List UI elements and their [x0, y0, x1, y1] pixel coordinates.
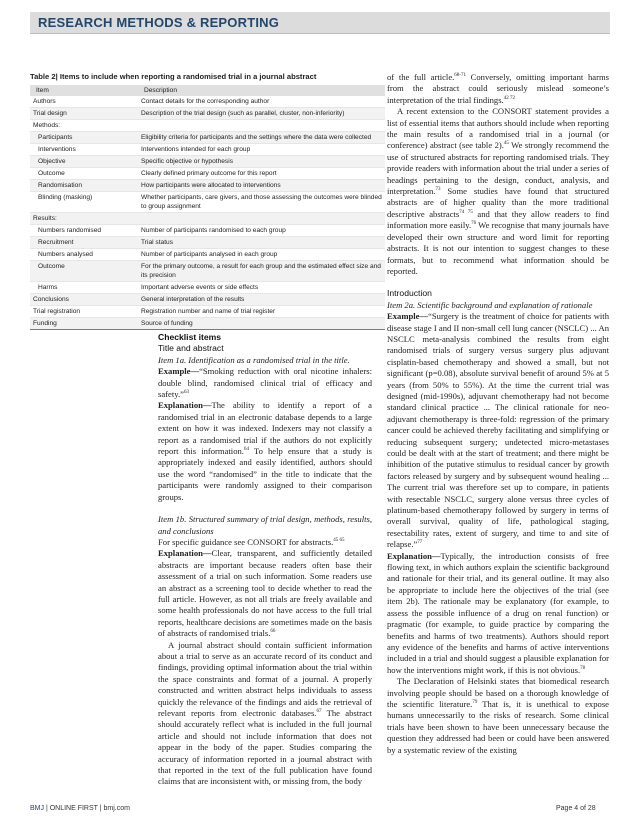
explanation-lead: Explanation—: [158, 548, 212, 559]
reference-marker: 79: [472, 700, 478, 706]
paragraph-text: A recent extension to the CONSORT statement provides a list of essential items that authors should include when reporting the main results of a randomised trial in a journal (or conference) abstract (see table 2).: [387, 106, 609, 151]
table-row: [30, 237, 385, 249]
table-cell-description: Contact details for the corresponding author: [138, 96, 385, 108]
table-row: [30, 261, 385, 282]
table-cell-description: Whether participants, care givers, and those assessing the outcomes were blinded to group assignment: [138, 192, 385, 213]
explanation-text: Clear, transparent, and sufficiently detailed abstracts are important because readers often base their assessment of a trial on such information. Some readers use an abstract as a screening tool to decide whether to read the full article. However, as not all trials are freely available and some health professionals do not have access to the full trial reports, healthcare decisions are sometimes made on the basis of abstracts of randomised trials.: [158, 548, 372, 639]
example-lead: Example—: [387, 311, 429, 322]
table-cell-description: Important adverse events or side effects: [138, 282, 385, 294]
table-body: [30, 96, 385, 330]
reference-marker: 68-71: [454, 73, 466, 79]
table-row: [30, 168, 385, 180]
reference-marker: 76: [471, 221, 477, 227]
explanation-1a: [158, 400, 372, 503]
column-header-item: Item: [30, 85, 138, 96]
table-cell-description: Specific objective or hypothesis: [138, 156, 385, 168]
table-row: [30, 144, 385, 156]
table-cell-item: Trial registration: [30, 306, 138, 318]
table-cell-description: Trial status: [138, 237, 385, 249]
table-cell-item: Blinding (masking): [30, 192, 138, 213]
table-cell-description: Registration number and name of trial register: [138, 306, 385, 318]
table-cell-description: Source of funding: [138, 318, 385, 330]
table-2: [30, 72, 385, 330]
right-paragraph-2: [387, 106, 609, 277]
table-cell-description: How participants were allocated to interventions: [138, 180, 385, 192]
paragraph-text: of the full article.: [387, 72, 455, 82]
table-cell-description: Number of participants analysed in each group: [138, 249, 385, 261]
explanation-lead: Explanation—: [158, 400, 212, 411]
table-cell-description: Interventions intended for each group: [138, 144, 385, 156]
table-row: [30, 180, 385, 192]
item-1b-text: [158, 537, 372, 548]
item-1a-label: Item 1a. Identification as a randomised trial in the title.: [158, 354, 350, 365]
footer-left: [30, 805, 130, 812]
reference-marker: 42 72: [503, 95, 515, 101]
table-cell-item: Outcome: [30, 168, 138, 180]
explanation-text: Typically, the introduction consists of free flowing text, in which authors explain the scientific background and rationale for their trial, and its general outline. It may also be appropriate to include here the objectives of the trial (see item 2b). The rationale may be explanatory (for example, to assess the possible influence of a drug on renal function) or pragmatic (for example, to guide practice by comparing the benefits and harms of two treatments). Authors should report any evidence of the benefits and harms of active interventions included in a trial and should suggest a plausible explanation for how the interventions might work, if this is not obvious.: [387, 550, 609, 675]
table-cell-item: Authors: [30, 96, 138, 108]
table-row: [30, 108, 385, 120]
reference-marker: 64: [243, 447, 249, 453]
table-row: [30, 225, 385, 237]
guidance-text: For specific guidance see CONSORT for abstracts.: [158, 536, 334, 547]
abstract-paragraph: [158, 640, 372, 788]
journal-brand: BMJ: [30, 805, 44, 812]
table-cell-item: Recruitment: [30, 237, 138, 249]
table-row: [30, 120, 385, 132]
explanation-1b: [158, 548, 372, 639]
paragraph-text: The Declaration of Helsinki states that biomedical research involving people should be based on a thorough knowledge of the scientific literature.: [387, 676, 609, 709]
section-header-title: RESEARCH METHODS & REPORTING: [38, 15, 280, 30]
example-lead: Example—: [158, 366, 200, 377]
table-cell-item: Funding: [30, 318, 138, 330]
table-row: [30, 294, 385, 306]
helsinki-paragraph: [387, 676, 609, 756]
paragraph-text: A journal abstract should contain sufficient information about a trial to serve as an accurate record of its conduct and findings, providing optimal information about the trial within the space constraints and format of a journal. A properly constructed and written abstract helps individuals to assess quickly the relevance of the findings and aids the retrieval of relevant reports from electronic databases.: [158, 639, 372, 718]
paragraph-text: We recognise that many journals have developed their own structure and word limit for reporting abstracts. It is not our intention to suggest changes to these formats, but to recommend what information should be reported.: [387, 220, 609, 276]
example-2a: [387, 311, 609, 551]
reference-marker: 45 65: [333, 538, 345, 544]
example-text: “Surgery is the treatment of choice for patients with disease stage I and II non-small cell lung cancer (NSCLC) ... An NSCLC meta-analysis combined the results from eight randomised trials of surgery versus surgery plus adjuvant cisplatin-based chemotherapy and showed a small, but not significant (p=0.08), absolute survival benefit of around 5% at 5 years (from 50% to 55%). At the time the current trial was designed (mid-1990s), adjuvant chemotherapy had not become standard clinical practice ... The clinical rationale for neo-adjuvant chemotherapy is three-fold: regression of the primary cancer could be achieved thereby facilitating and simplifying or reducing subsequent surgery; undetected micro-metastases could be dealt with at the start of treatment; and there might be inhibition of the putative stimulus to residual cancer by growth factors released by surgery and by subsequent wound healing ... The current trial was therefore set up to compare, in patients with resectable NSCLC, surgery alone versus three cycles of platinum-based chemotherapy followed by surgery in terms of overall survival, quality of life, pathological staging, resectability rates, extent of surgery, and time to and site of relapse.”: [387, 311, 609, 550]
table-cell-description: For the primary outcome, a result for each group and the estimated effect size and its precision: [138, 261, 385, 282]
table-row: [30, 306, 385, 318]
reference-marker: 77: [417, 540, 423, 546]
footer-text: | ONLINE FIRST | bmj.com: [44, 805, 130, 812]
table-cell-description: Clearly defined primary outcome for this report: [138, 168, 385, 180]
table-cell-item: Participants: [30, 132, 138, 144]
table-cell-item: Interventions: [30, 144, 138, 156]
section-header-bar: [30, 12, 610, 34]
table-caption: Table 2| Items to include when reporting a randomised trial in a journal abstract: [30, 72, 317, 81]
abstract-items-table: [30, 85, 385, 330]
table-cell-item: Numbers randomised: [30, 225, 138, 237]
column-header-description: Description: [138, 85, 385, 96]
introduction-heading: Introduction: [387, 288, 432, 299]
table-cell-item: Trial design: [30, 108, 138, 120]
item-2a-label: Item 2a. Scientific background and explanation of rationale: [387, 299, 593, 310]
paragraph-text: Some studies have found that structured abstracts are of higher quality than the more traditional descriptive abstracts: [387, 186, 609, 219]
paragraph-text: The abstract should accurately reflect what is included in the full journal article and should not include information that does not appear in the body of the paper. Studies comparing the accuracy of information reported in a journal abstract with that reported in the text of the full publication have found claims that are inconsistent with, or missing from, the body: [158, 708, 372, 787]
reference-marker: 78: [580, 665, 586, 671]
table-cell-item: Conclusions: [30, 294, 138, 306]
table-row: [30, 156, 385, 168]
table-row: [30, 318, 385, 330]
table-cell-description: Number of participants randomised to each group: [138, 225, 385, 237]
table-row: [30, 132, 385, 144]
table-cell-item: Results:: [30, 213, 138, 225]
paragraph-text: We strongly recommend the use of structured abstracts for reporting randomised trials. They provide readers with information about the trial under a series of headings pertaining to the design, conduct, analysis, and interpretation.: [387, 140, 609, 197]
reference-marker: 45: [503, 141, 509, 147]
right-column: [387, 72, 609, 756]
table-row: [30, 192, 385, 213]
table-row: [30, 249, 385, 261]
middle-column: [158, 332, 372, 788]
table-header-row: [30, 85, 385, 96]
paragraph-text: That is, it is unethical to expose humans unnecessarily to the risks of research. Some clinical trials have been shown to have been unnecessary because the question they addressed had been or could have been answered by a systematic review of the existing: [387, 698, 609, 755]
title-abstract-heading: Title and abstract: [158, 343, 224, 354]
reference-marker: 74 75: [459, 210, 473, 216]
explanation-text: To help ensure that a study is appropriately indexed and easily identified, authors should use the word “randomised” in the title to indicate that the participants were randomly assigned to their comparison groups.: [158, 446, 372, 502]
paragraph-text: and that they allow readers to find information more easily.: [387, 208, 610, 231]
reference-marker: 66: [270, 629, 276, 635]
table-cell-item: Randomisation: [30, 180, 138, 192]
explanation-text: The ability to identify a report of a randomised trial in an electronic database depends to a large extent on how it was indexed. Indexers may not classify a report as a randomised trial if the authors do not explicitly report this information.: [158, 400, 372, 457]
table-cell-description: Eligibility criteria for participants and the settings where the data were collected: [138, 132, 385, 144]
table-cell-item: Objective: [30, 156, 138, 168]
table-cell-item: Outcome: [30, 261, 138, 282]
table-cell-item: Numbers analysed: [30, 249, 138, 261]
paragraph-text: Conversely, omitting important harms from the abstract could seriously mislead someone’s interpretation of the trial findings.: [387, 72, 609, 105]
explanation-2a: [387, 551, 609, 676]
table-cell-description: [138, 120, 385, 132]
explanation-lead: Explanation—: [387, 550, 441, 561]
right-paragraph-1: [387, 72, 609, 106]
table-row: [30, 213, 385, 225]
table-cell-item: Harms: [30, 282, 138, 294]
item-1b-label: Item 1b. Structured summary of trial design, methods, results, and conclusions: [158, 514, 372, 536]
reference-marker: 63: [183, 390, 189, 396]
reference-marker: 73: [435, 187, 441, 193]
table-row: [30, 96, 385, 108]
table-cell-item: Methods:: [30, 120, 138, 132]
example-text: “Smoking reduction with oral nicotine inhalers: double blind, randomised clinical trial of efficacy and safety.”: [158, 366, 372, 400]
table-cell-description: General interpretation of the results: [138, 294, 385, 306]
example-1a: [158, 366, 372, 400]
page-number: Page 4 of 28: [556, 805, 596, 812]
table-row: [30, 282, 385, 294]
table-cell-description: Description of the trial design (such as parallel, cluster, non-inferiority): [138, 108, 385, 120]
checklist-heading: Checklist items: [158, 332, 222, 342]
reference-marker: 67: [316, 709, 322, 715]
table-cell-description: [138, 213, 385, 225]
